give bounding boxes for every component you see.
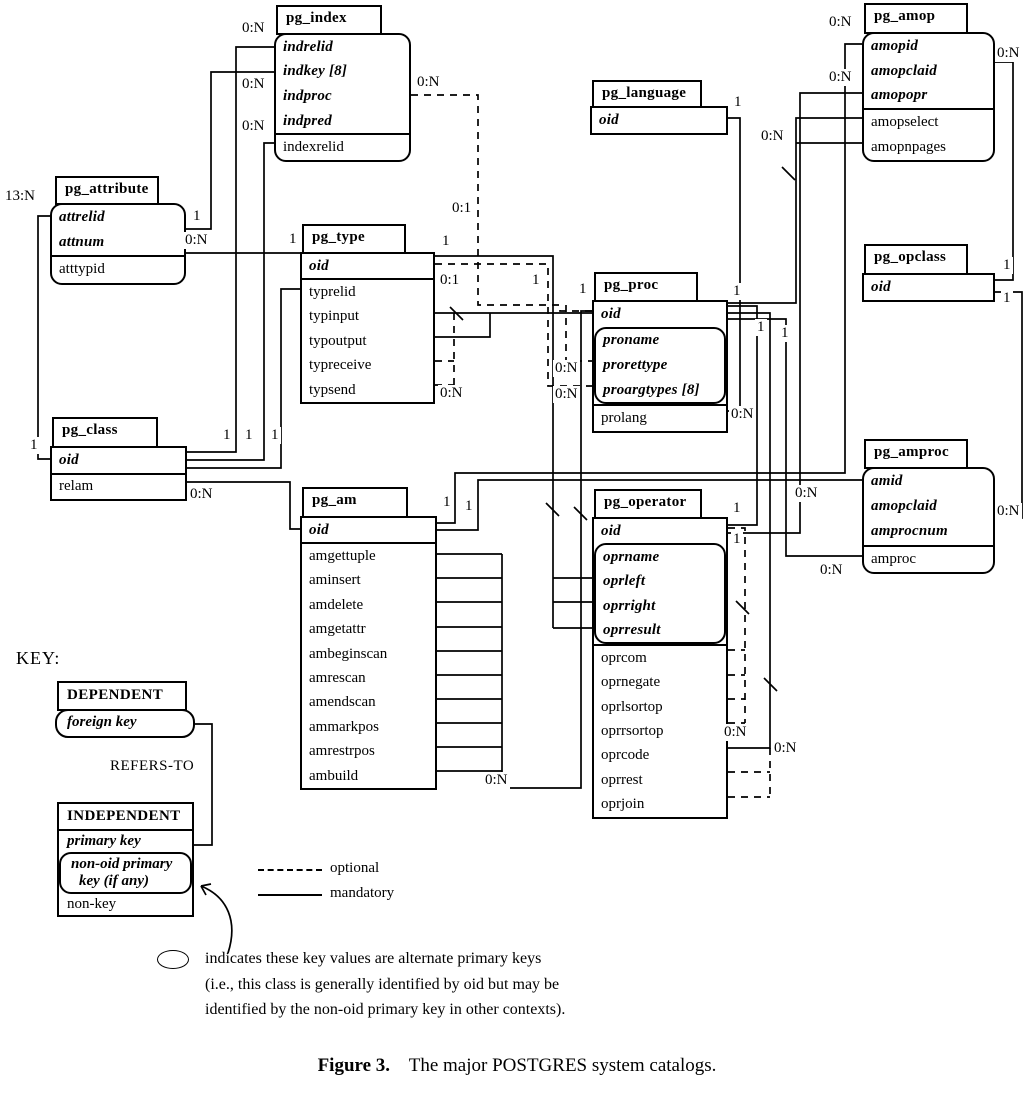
- cardinality-label-0-N-2: 0:N: [242, 76, 265, 92]
- key-dependent-box: DEPENDENT: [57, 681, 187, 711]
- pg_proc-attribute-proname: proname: [603, 332, 660, 349]
- line-pgtype-oid-trunk: [435, 256, 553, 628]
- pg_language-table-tab: pg_language: [592, 80, 702, 108]
- pg_am-attribute-aminsert: aminsert: [309, 572, 361, 589]
- line-prolang-pglanguage: [728, 118, 740, 411]
- cardinality-label-0-N-14: 0:N: [440, 385, 463, 401]
- cardinality-label-1-24: 1: [733, 283, 741, 299]
- pg_amproc-section-key: [864, 469, 993, 545]
- pg_attribute-table-body: [50, 203, 186, 285]
- alternate-key-arrow: [201, 886, 232, 953]
- cardinality-label-1-30: 1: [1003, 257, 1011, 273]
- pg_operator-table-tab: pg_operator: [594, 489, 702, 519]
- key-non-oid-primary-key-oval: [59, 852, 192, 894]
- cardinality-label-0-N-34: 0:N: [731, 406, 754, 422]
- pg_language-attribute-oid: oid: [599, 112, 619, 128]
- pg_amop-attribute-amopid: amopid: [871, 37, 919, 54]
- cardinality-label-0-N-38: 0:N: [774, 740, 797, 756]
- pg_operator-attribute-oprjoin: oprjoin: [601, 795, 645, 812]
- key-foreign-key-oval: foreign key: [55, 709, 195, 738]
- pg_opclass-attribute-oid: oid: [871, 279, 891, 295]
- cardinality-label-1-22: 1: [465, 498, 473, 514]
- pg_type-attribute-typrelid: typrelid: [309, 284, 356, 301]
- cardinality-label-1-8: 1: [30, 437, 38, 453]
- pg_amop-table-body: [862, 32, 995, 162]
- pg_type-table-tab: pg_type: [302, 224, 406, 254]
- pg_am-table-tab: pg_am: [302, 487, 408, 518]
- pg_operator-attribute-oid: oid: [601, 522, 621, 539]
- pg_index-table-body: [274, 33, 411, 162]
- cardinality-label-1-36: 1: [733, 531, 741, 547]
- cardinality-label-0-N-27: 0:N: [829, 14, 852, 30]
- cardinality-label-1-17: 1: [223, 427, 231, 443]
- cardinality-label-0-N-41: 0:N: [997, 503, 1020, 519]
- pg_proc-table-tab: pg_proc: [594, 272, 698, 302]
- pg_type-attribute-typreceive: typreceive: [309, 357, 372, 374]
- pg_operator-attribute-oprnegate: oprnegate: [601, 674, 661, 691]
- pg_amproc-section-plain: [864, 545, 993, 572]
- pg_am-attribute-amdelete: amdelete: [309, 596, 364, 613]
- pg_proc-attribute-prolang: prolang: [601, 410, 647, 427]
- pg_amproc-attribute-amopclaid: amopclaid: [871, 498, 937, 515]
- cardinality-label-1-9: 1: [289, 231, 297, 247]
- cardinality-label-1-18: 1: [245, 427, 253, 443]
- pg_attribute-attribute-attnum: attnum: [59, 234, 105, 251]
- pg_proc-section-oval: [594, 327, 726, 405]
- key-independent-box: [57, 802, 194, 917]
- pg_class-table-body: [50, 446, 187, 501]
- line-typoutput-join: [435, 313, 490, 337]
- pg_proc-attribute-oid: oid: [601, 305, 621, 322]
- pg_type-section-plain: [302, 278, 433, 402]
- cardinality-label-1-6: 1: [193, 208, 201, 224]
- cardinality-label-1-32: 1: [757, 319, 765, 335]
- pg_type-section-key: [302, 254, 433, 278]
- key-primary-key-label: primary key: [59, 829, 192, 852]
- pg_am-attribute-ambeginscan: ambeginscan: [309, 645, 388, 662]
- cardinality-label-1-31: 1: [1003, 290, 1011, 306]
- pg_attribute-table-tab: pg_attribute: [55, 176, 159, 205]
- pg_attribute-section-plain: [52, 255, 184, 282]
- pg_am-attribute-ambuild: ambuild: [309, 767, 359, 784]
- line-pgopclass-amopclaid: [995, 62, 1013, 280]
- pg_operator-attribute-oprlsortop: oprlsortop: [601, 698, 663, 715]
- pg_class-section-key: [52, 448, 185, 473]
- line-pgam-collector: [502, 311, 592, 788]
- key-independent-label: INDEPENDENT: [67, 808, 181, 824]
- line-pgopclass-amproc-claid: [995, 292, 1022, 518]
- pg_am-attribute-amrestrpos: amrestrpos: [309, 743, 375, 760]
- pg_index-attribute-indexrelid: indexrelid: [283, 139, 344, 156]
- cardinality-label-1-13: 1: [579, 281, 587, 297]
- pg_operator-table-body: [592, 517, 728, 819]
- cardinality-label-0-N-23: 0:N: [485, 772, 508, 788]
- pg_amproc-attribute-amproc: amproc: [871, 550, 916, 567]
- pg_language-section-key: [592, 108, 726, 133]
- key-refers-to-label: REFERS-TO: [110, 758, 195, 774]
- pg_am-table-body: [300, 516, 437, 790]
- pg_type-attribute-typoutput: typoutput: [309, 332, 367, 349]
- cardinality-label-0-N-20: 0:N: [190, 486, 213, 502]
- pg_am-attribute-ammarkpos: ammarkpos: [309, 718, 379, 735]
- cardinality-label-0-N-26: 0:N: [761, 128, 784, 144]
- pg_operator-section-oval: [594, 543, 726, 644]
- pg_operator-attribute-oprcom: oprcom: [601, 650, 647, 667]
- key-heading: KEY:: [16, 648, 61, 668]
- pg_index-attribute-indpred: indpred: [283, 112, 332, 129]
- pg_am-section-key: [302, 518, 435, 542]
- alternate-key-oval-icon: [157, 950, 189, 969]
- key-non-oid-line1: non-oid primary: [71, 856, 173, 872]
- pg_type-attribute-typinput: typinput: [309, 308, 360, 325]
- cardinality-label-0-1-11: 0:1: [440, 272, 460, 288]
- pg_am-attribute-amgetattr: amgetattr: [309, 621, 366, 638]
- pg_proc-attribute-prorettype: prorettype: [603, 356, 668, 373]
- optional-line-sample: [258, 869, 322, 871]
- cardinality-label-1-25: 1: [734, 94, 742, 110]
- pg_am-attribute-oid: oid: [309, 521, 329, 538]
- cardinality-label-0-N-1: 0:N: [242, 20, 265, 36]
- pg_language-table-body: [590, 106, 728, 135]
- pg_proc-section-plain: [594, 404, 726, 431]
- pg_attribute-attribute-attrelid: attrelid: [59, 209, 105, 226]
- pg_amproc-attribute-amid: amid: [871, 473, 903, 490]
- pg_opclass-table-tab: pg_opclass: [864, 244, 968, 275]
- pg_type-table-body: [300, 252, 435, 404]
- optional-label: optional: [330, 860, 380, 876]
- pg_opclass-section-key: [864, 275, 993, 300]
- cardinality-label-0-N-40: 0:N: [820, 562, 843, 578]
- pg_amproc-table-tab: pg_amproc: [864, 439, 968, 469]
- cardinality-label-0-N-37: 0:N: [724, 724, 747, 740]
- cardinality-label-1-33: 1: [781, 325, 789, 341]
- pg_amop-attribute-amopnpages: amopnpages: [871, 139, 946, 156]
- cardinality-label-0-N-28: 0:N: [829, 69, 852, 85]
- cardinality-label-0-1-5: 0:1: [452, 200, 472, 216]
- pg_class-section-plain: [52, 473, 185, 500]
- line-attrelid-pgclass: [38, 216, 50, 459]
- pg_index-table-tab: pg_index: [276, 5, 382, 35]
- pg_operator-attribute-oprright: oprright: [603, 597, 656, 614]
- line-amopselect-pgproc: [728, 118, 862, 303]
- pg_am-section-plain: [302, 542, 435, 788]
- pg_class-attribute-relam: relam: [59, 478, 94, 495]
- pg_operator-section-plain: [594, 644, 726, 816]
- pg_operator-attribute-oprrest: oprrest: [601, 771, 643, 788]
- key-non-oid-line2: key (if any): [79, 873, 149, 889]
- cardinality-label-0-N-16: 0:N: [555, 386, 578, 402]
- pg_index-attribute-indrelid: indrelid: [283, 38, 333, 55]
- cardinality-label-0-N-3: 0:N: [242, 118, 265, 134]
- pg_class-table-tab: pg_class: [52, 417, 158, 448]
- mandatory-line-sample: [258, 894, 322, 896]
- figure-caption: [0, 1055, 1034, 1077]
- pg_operator-attribute-oprrsortop: oprrsortop: [601, 723, 664, 740]
- pg_amop-attribute-amopclaid: amopclaid: [871, 62, 937, 79]
- pg_am-attribute-amgettuple: amgettuple: [309, 548, 376, 565]
- line-pgproc-amproc: [728, 319, 862, 556]
- pg_index-attribute-indkey8: indkey [8]: [283, 63, 348, 80]
- pg_index-section-key: [276, 35, 409, 133]
- pg_am-attribute-amendscan: amendscan: [309, 694, 376, 711]
- mandatory-label: mandatory: [330, 885, 395, 901]
- cardinality-label-0-N-15: 0:N: [555, 360, 578, 376]
- line-refers-to: [193, 724, 212, 845]
- note-line3: identified by the non-oid primary key in other contexts).: [205, 1001, 566, 1018]
- pg_attribute-attribute-atttypid: atttypid: [59, 261, 105, 278]
- cardinality-label-1-12: 1: [532, 272, 540, 288]
- pg_amop-section-key: [864, 34, 993, 108]
- line-indexrelid-pgclass: [187, 143, 274, 460]
- pg_attribute-section-key: [52, 205, 184, 255]
- cardinality-label-0-N-4: 0:N: [417, 74, 440, 90]
- pg_amop-attribute-amopselect: amopselect: [871, 114, 939, 131]
- pg_am-attribute-amrescan: amrescan: [309, 670, 366, 687]
- cardinality-label-13-N-0: 13:N: [5, 188, 35, 204]
- key-non-key-label: non-key: [67, 896, 117, 912]
- pg_proc-table-body: [592, 300, 728, 433]
- figure-caption-text: The major POSTGRES system catalogs.: [408, 1055, 717, 1076]
- pg_amop-section-plain: [864, 108, 993, 160]
- cardinality-label-0-N-7: 0:N: [185, 232, 208, 248]
- cardinality-label-1-21: 1: [443, 494, 451, 510]
- line-indkey-pgattribute: [186, 72, 274, 229]
- pg_operator-attribute-oprname: oprname: [603, 548, 660, 565]
- pg_amop-attribute-amopopr: amopopr: [871, 87, 928, 104]
- pg_amproc-attribute-amprocnum: amprocnum: [871, 523, 948, 540]
- line-oproperator-self: [728, 528, 745, 723]
- pg_class-attribute-oid: oid: [59, 451, 79, 468]
- cardinality-label-1-19: 1: [271, 427, 279, 443]
- pg_operator-attribute-oprcode: oprcode: [601, 747, 650, 764]
- line-indrelid-pgclass: [187, 47, 274, 452]
- pg_amop-table-tab: pg_amop: [864, 3, 968, 34]
- pg_type-attribute-typsend: typsend: [309, 381, 356, 398]
- pg_operator-section-key: [594, 519, 726, 543]
- pg_proc-section-key: [594, 302, 726, 327]
- pg_index-section-plain: [276, 133, 409, 160]
- pg_proc-attribute-proargtypes8: proargtypes [8]: [603, 381, 700, 398]
- pg_index-attribute-indproc: indproc: [283, 87, 332, 104]
- pg_amproc-table-body: [862, 467, 995, 574]
- pg_operator-attribute-oprleft: oprleft: [603, 573, 646, 590]
- figure-number: Figure 3.: [317, 1055, 391, 1076]
- cardinality-label-1-10: 1: [442, 233, 450, 249]
- note-line2: (i.e., this class is generally identified by oid but may be: [205, 976, 560, 993]
- pg_opclass-table-body: [862, 273, 995, 302]
- cardinality-label-0-N-39: 0:N: [795, 485, 818, 501]
- pg_operator-attribute-oprresult: oprresult: [603, 621, 661, 638]
- cardinality-label-0-N-29: 0:N: [997, 45, 1020, 61]
- note-line1: indicates these key values are alternate primary keys: [205, 950, 542, 967]
- pg_type-attribute-oid: oid: [309, 257, 329, 274]
- cardinality-label-1-35: 1: [733, 500, 741, 516]
